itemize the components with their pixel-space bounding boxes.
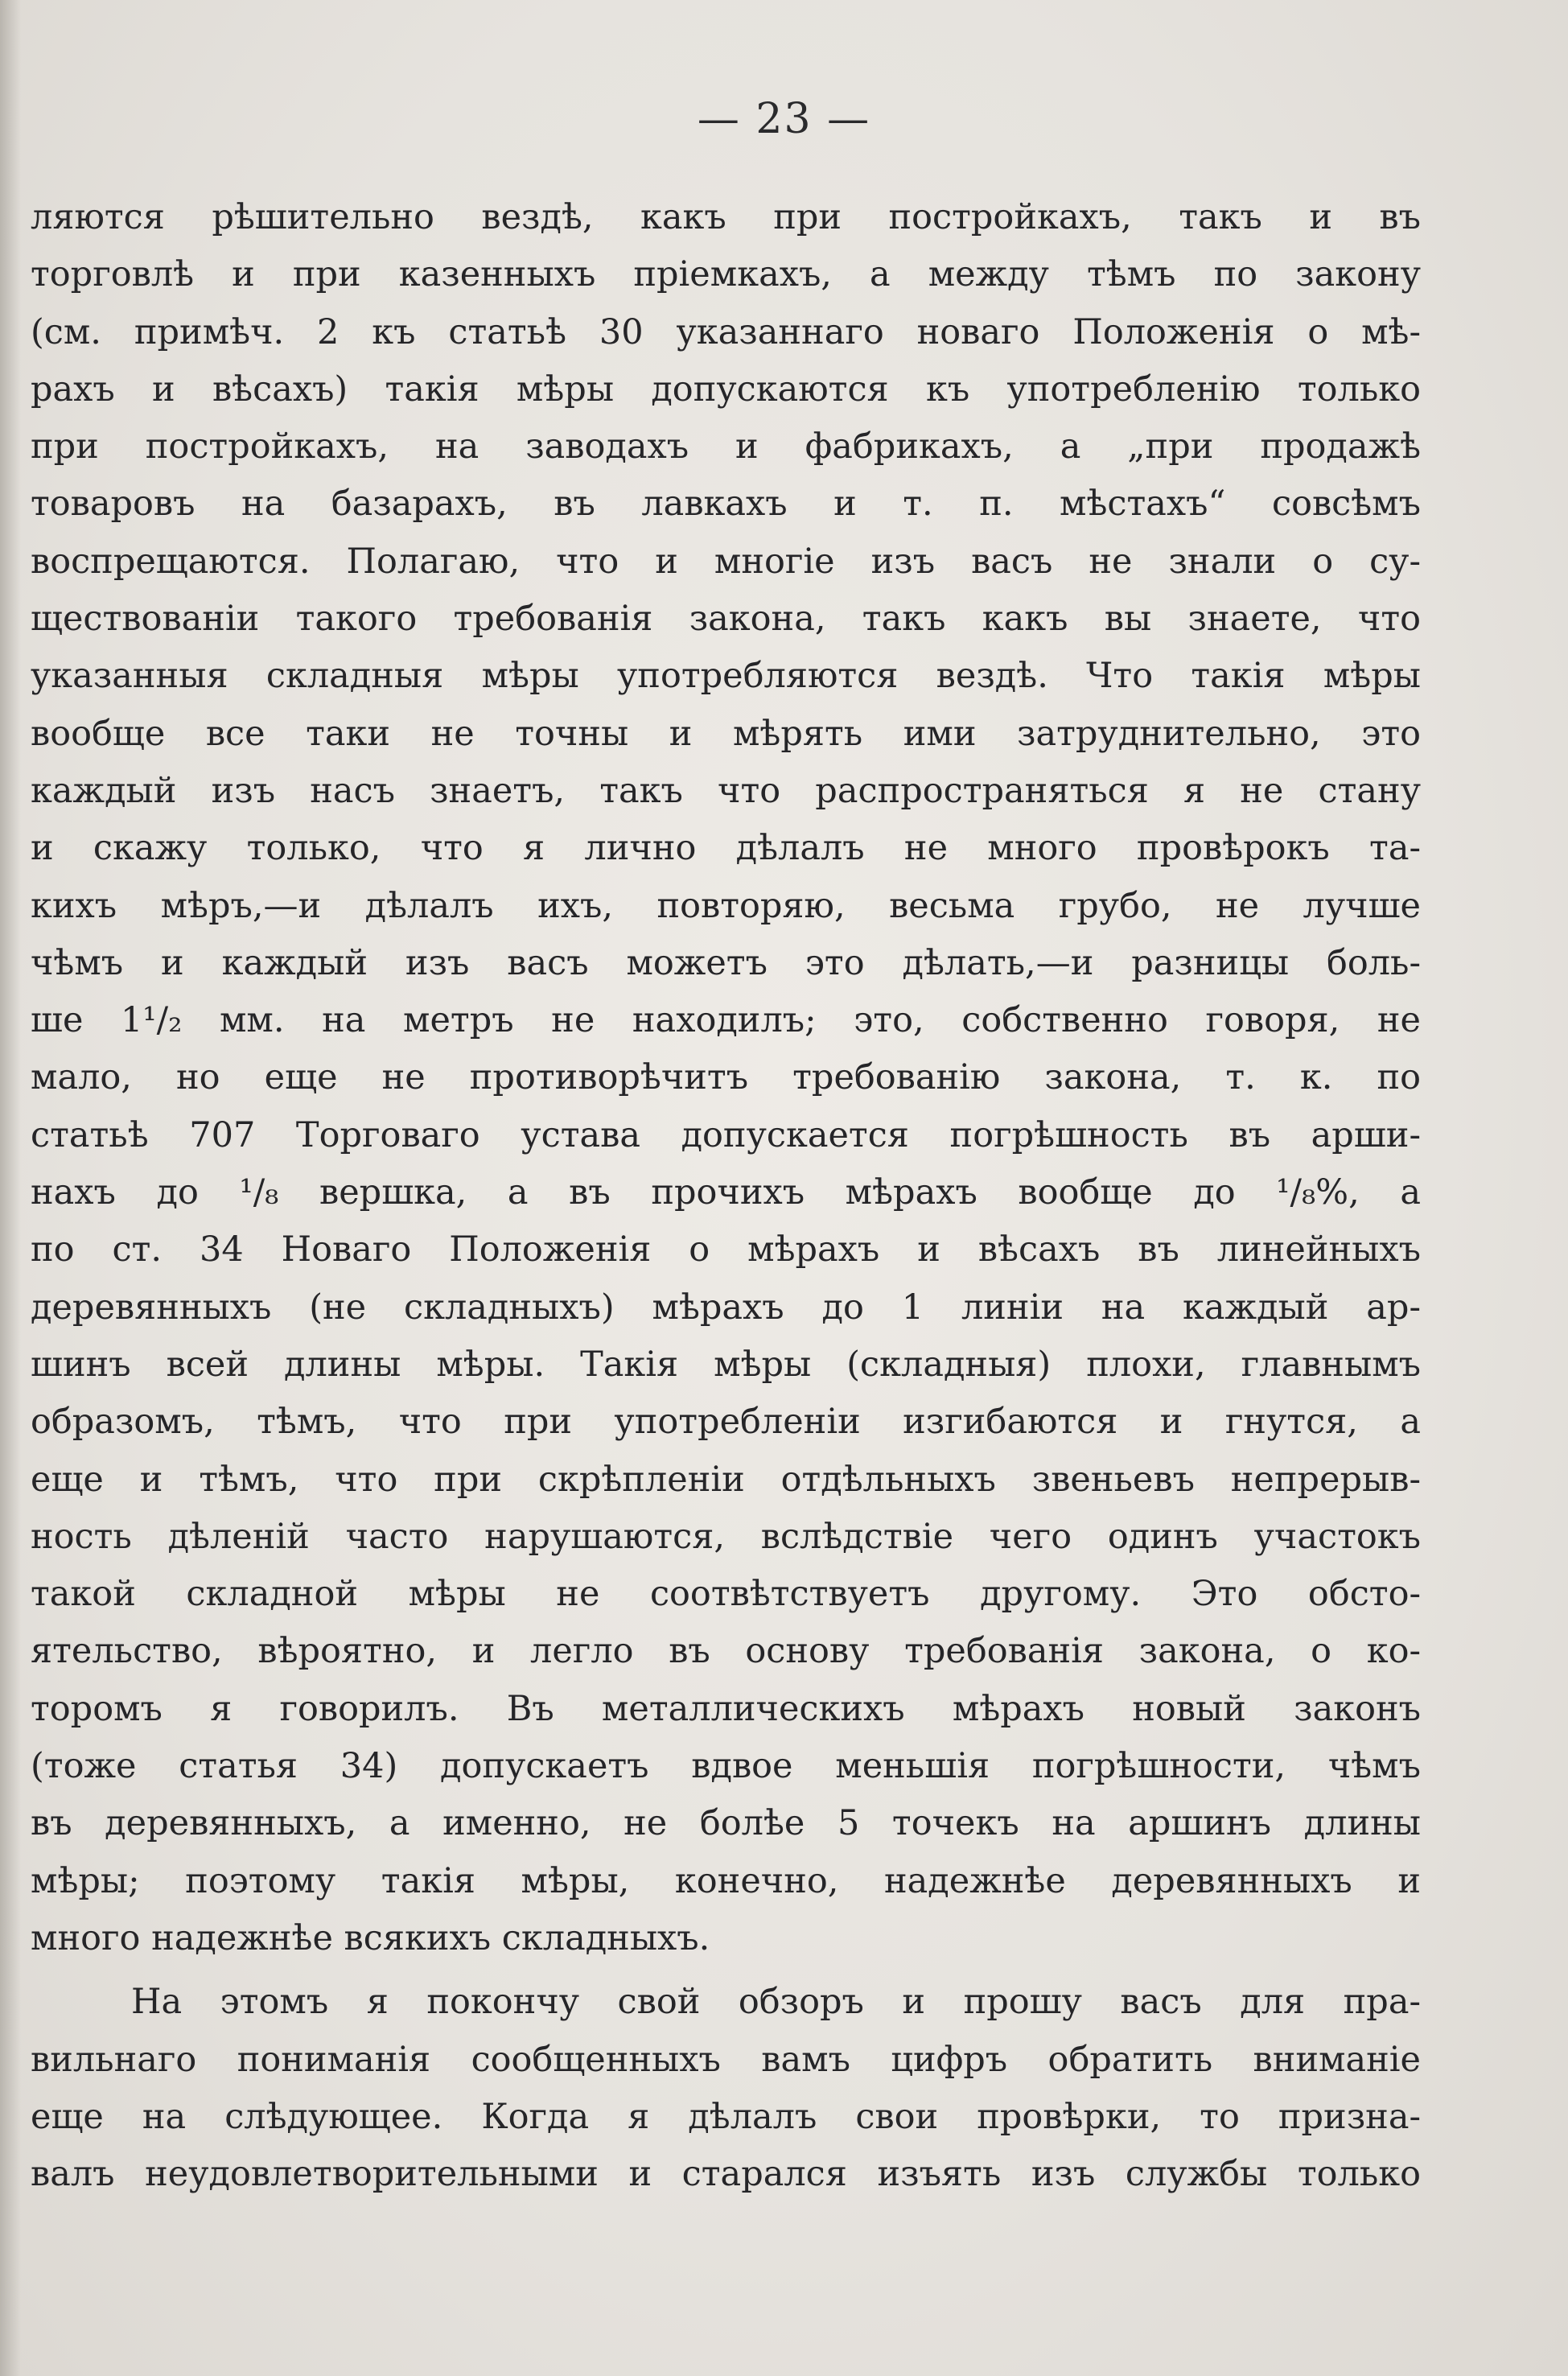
text-line: образомъ, тѣмъ, что при употребленіи изгибаются и гнутся, а <box>31 1402 1421 1443</box>
text-line: еще и тѣмъ, что при скрѣпленіи отдѣльныхъ звеньевъ непрерыв- <box>31 1459 1421 1500</box>
text-line: такой складной мѣры не соотвѣтствуетъ другому. Это обсто- <box>31 1574 1421 1615</box>
text-line: торговлѣ и при казенныхъ пріемкахъ, а между тѣмъ по закону <box>31 254 1421 295</box>
body-text <box>31 189 1421 2203</box>
text-line: кихъ мѣръ,—и дѣлалъ ихъ, повторяю, весьма грубо, не лучше <box>31 885 1421 926</box>
text-line: при постройкахъ, на заводахъ и фабрикахъ, а „при продажѣ <box>31 426 1421 467</box>
text-line: указанныя складныя мѣры употребляются вездѣ. Что такія мѣры <box>31 656 1421 697</box>
text-line: каждый изъ насъ знаетъ, такъ что распространяться я не стану <box>31 770 1421 811</box>
paragraph-gap <box>31 1967 1421 1974</box>
page-number: — 23 — <box>697 95 871 143</box>
text-line: по ст. 34 Новаго Положенія о мѣрахъ и вѣсахъ въ линейныхъ <box>31 1229 1421 1270</box>
text-line: вильнаго пониманія сообщенныхъ вамъ цифръ обратить вниманіе <box>31 2039 1421 2080</box>
text-line: ляются рѣшительно вездѣ, какъ при постройкахъ, такъ и въ <box>31 197 1421 237</box>
text-line: торомъ я говорилъ. Въ металлическихъ мѣрахъ новый законъ <box>31 1688 1421 1729</box>
text-line: ше 1¹/₂ мм. на метръ не находилъ; это, собственно говоря, не <box>31 1000 1421 1041</box>
text-line: еще на слѣдующее. Когда я дѣлалъ свои провѣрки, то призна- <box>31 2096 1421 2137</box>
text-line: (тоже статья 34) допускаетъ вдвое меньшія погрѣшности, чѣмъ <box>31 1746 1421 1787</box>
text-line: въ деревянныхъ, а именно, не болѣе 5 точекъ на аршинъ длины <box>31 1803 1421 1844</box>
text-line: шинъ всей длины мѣры. Такія мѣры (складныя) плохи, главнымъ <box>31 1344 1421 1385</box>
text-line: (см. примѣч. 2 къ статьѣ 30 указаннаго новаго Положенія о мѣ- <box>31 311 1421 352</box>
text-line: много надежнѣе всякихъ складныхъ. <box>31 1917 710 1958</box>
text-line: валъ неудовлетворительными и старался изъять изъ службы только <box>31 2154 1421 2195</box>
text-line: мало, но еще не противорѣчитъ требованію закона, т. к. по <box>31 1057 1421 1098</box>
text-line: рахъ и вѣсахъ) такія мѣры допускаются къ употребленію только <box>31 369 1421 410</box>
text-line: ность дѣленій часто нарушаются, вслѣдствіе чего одинъ участокъ <box>31 1516 1421 1557</box>
text-line: вообще все таки не точны и мѣрять ими затруднительно, это <box>31 713 1421 754</box>
text-line: мѣры; поэтому такія мѣры, конечно, надежнѣе деревянныхъ и <box>31 1860 1421 1901</box>
text-line: деревянныхъ (не складныхъ) мѣрахъ до 1 линіи на каждый ар- <box>31 1287 1421 1328</box>
spine-shadow <box>0 0 21 2376</box>
text-line: ществованіи такого требованія закона, такъ какъ вы знаете, что <box>31 599 1421 640</box>
text-line: воспрещаются. Полагаю, что и многіе изъ васъ не знали о су- <box>31 541 1421 582</box>
text-line: чѣмъ и каждый изъ васъ можетъ это дѣлать,—и разницы боль- <box>31 942 1421 983</box>
text-line: ятельство, вѣроятно, и легло въ основу требованія закона, о ко- <box>31 1631 1421 1672</box>
text-line: статьѣ 707 Торговаго устава допускается погрѣшность въ арши- <box>31 1114 1421 1155</box>
text-line: На этомъ я покончу свой обзоръ и прошу васъ для пра- <box>131 1982 1421 2023</box>
text-line: нахъ до ¹/₈ вершка, а въ прочихъ мѣрахъ вообще до ¹/₈%, а <box>31 1172 1421 1213</box>
text-line: и скажу только, что я лично дѣлалъ не много провѣрокъ та- <box>31 828 1421 869</box>
text-line: товаровъ на базарахъ, въ лавкахъ и т. п. мѣстахъ“ совсѣмъ <box>31 484 1421 525</box>
